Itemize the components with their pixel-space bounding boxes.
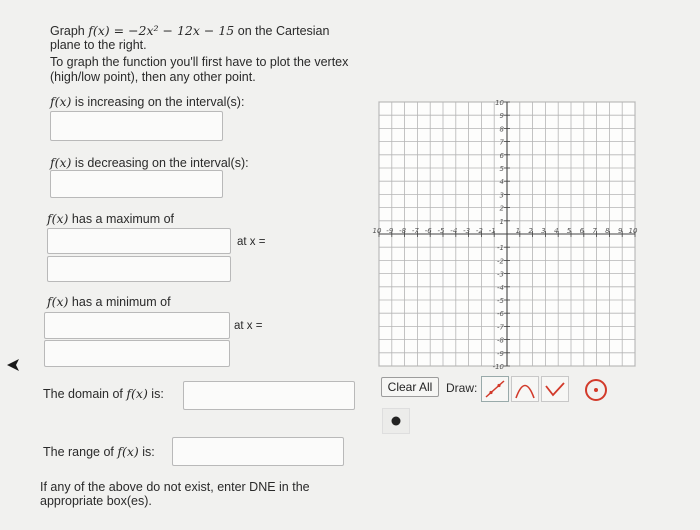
x-tick-label: 5 [566,227,572,235]
decreasing-input[interactable] [50,170,223,198]
max-x-input[interactable] [47,256,231,282]
y-tick-label: -8 [497,336,504,345]
circle-tool-button[interactable] [583,377,609,403]
min-at-x-label: at x = [234,320,263,332]
point-tool-button[interactable] [382,408,410,434]
dne-note-line-1: If any of the above do not exist, enter DNE in the [40,480,310,494]
x-tick-label: 10 [372,227,382,235]
x-tick-label: -4 [450,227,458,235]
x-tick-label: -9 [386,227,394,235]
max-value-input[interactable] [47,228,231,254]
min-value-field[interactable] [45,313,229,338]
max-at-x-label: at x = [237,236,266,248]
x-tick-label: 3 [541,227,546,235]
y-tick-label: 3 [499,191,504,200]
x-tick-label: 2 [528,227,533,235]
y-tick-label: -2 [497,257,504,266]
checkmark-icon [542,377,568,401]
x-tick-label: 1 [515,227,521,235]
y-tick-label: 1 [499,217,504,226]
increasing-input-field[interactable] [51,112,222,140]
min-x-input[interactable] [44,340,230,367]
y-tick-label: -1 [497,244,504,253]
x-tick-label: 8 [605,227,610,235]
range-label: The range of f(x) is: [43,444,155,459]
question-line-4: (high/low point), then any other point. [50,70,256,84]
y-tick-label: -3 [497,270,504,279]
domain-field[interactable] [184,382,354,409]
x-tick-label: -3 [463,227,471,235]
x-tick-label: -1 [488,227,496,235]
function-expression: f(x) = −2x² − 12x − 15 [88,23,235,38]
checkmark-tool-button[interactable] [541,376,569,402]
minimum-label: f(x) has a minimum of [47,294,171,309]
point-dot-icon [383,409,409,433]
range-input[interactable] [172,437,344,466]
domain-label: The domain of f(x) is: [43,386,164,401]
x-tick-label: -8 [399,227,407,235]
x-tick-label: -7 [411,227,419,235]
x-tick-label: 10 [628,227,638,235]
line-tool-icon [482,377,508,401]
range-field[interactable] [173,438,343,465]
x-tick-label: 6 [579,227,585,235]
y-tick-label: -4 [497,283,504,292]
dne-note-line-2: appropriate box(es). [40,494,152,508]
y-tick-label: -9 [497,349,504,358]
question-line-1: Graph f(x) = −2x² − 12x − 15 on the Cartesian [50,23,330,38]
y-tick-label: -5 [497,297,504,305]
increasing-input[interactable] [50,111,223,141]
question-line-2: plane to the right. [50,38,147,52]
x-tick-label: 7 [592,227,597,235]
min-value-input[interactable] [44,312,230,339]
parabola-up-icon [512,377,538,401]
x-tick-label: -5 [437,227,445,235]
max-x-field[interactable] [48,257,230,281]
question-line-3: To graph the function you'll first have to plot the vertex [50,55,349,69]
increasing-label: f(x) is increasing on the interval(s): [50,94,245,109]
y-tick-label: 9 [499,112,504,121]
x-tick-label: -6 [424,227,432,235]
max-value-field[interactable] [48,229,230,253]
decreasing-input-field[interactable] [51,171,222,197]
y-tick-label: -7 [497,323,504,332]
y-tick-label: 10 [495,99,504,107]
parabola-tool-button[interactable] [511,376,539,402]
decreasing-label: f(x) is decreasing on the interval(s): [50,155,249,170]
x-tick-label: 4 [553,227,559,235]
y-tick-label: 2 [499,204,504,213]
y-tick-label: 5 [499,165,504,173]
draw-label: Draw: [446,381,478,395]
x-tick-label: -2 [475,227,483,235]
domain-input[interactable] [183,381,355,410]
y-tick-label: 8 [499,125,504,134]
circle-point-icon [583,377,609,403]
y-tick-label: 7 [499,138,504,147]
cartesian-graph[interactable] [372,99,640,371]
maximum-label: f(x) has a maximum of [47,211,175,226]
min-x-field[interactable] [45,341,229,366]
y-tick-label: 4 [499,178,504,187]
y-tick-label: -10 [492,363,504,371]
clear-all-button[interactable]: Clear All [381,377,439,397]
y-tick-label: 6 [499,151,504,160]
x-tick-label: 9 [617,227,623,235]
line-tool-button[interactable] [481,376,509,402]
mouse-cursor-icon [6,358,20,372]
y-tick-label: -6 [497,310,504,319]
